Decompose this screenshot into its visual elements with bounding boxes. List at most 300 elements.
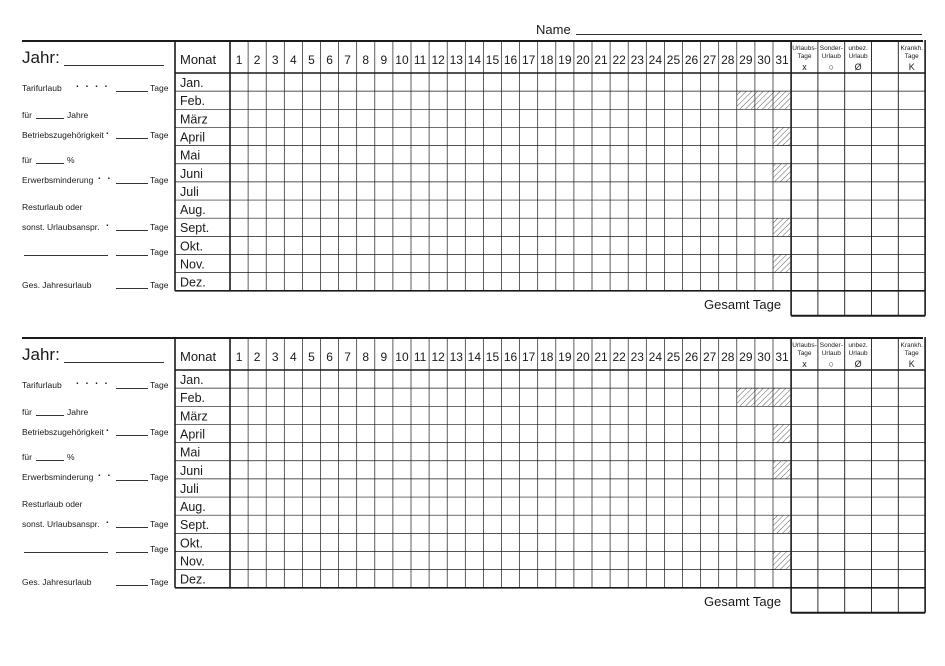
summary-cell[interactable] — [845, 73, 872, 91]
day-cell[interactable] — [755, 146, 773, 164]
day-cell[interactable] — [357, 109, 375, 127]
day-cell[interactable] — [248, 182, 266, 200]
summary-cell[interactable] — [898, 479, 925, 497]
day-cell[interactable] — [302, 182, 320, 200]
summary-cell[interactable] — [898, 182, 925, 200]
day-cell[interactable] — [520, 218, 538, 236]
summary-cell[interactable] — [818, 236, 845, 254]
day-cell[interactable] — [520, 146, 538, 164]
day-cell[interactable] — [393, 370, 411, 388]
day-cell[interactable] — [755, 570, 773, 588]
day-cell[interactable] — [447, 91, 465, 109]
day-cell[interactable] — [574, 236, 592, 254]
summary-cell[interactable] — [898, 109, 925, 127]
summary-cell[interactable] — [872, 443, 899, 461]
day-cell[interactable] — [773, 73, 791, 91]
day-cell[interactable] — [520, 406, 538, 424]
day-cell[interactable] — [230, 255, 248, 273]
day-cell[interactable] — [321, 497, 339, 515]
summary-cell[interactable] — [845, 388, 872, 406]
day-cell[interactable] — [266, 424, 284, 442]
summary-cell[interactable] — [791, 146, 818, 164]
day-cell[interactable] — [646, 570, 664, 588]
day-cell[interactable] — [411, 443, 429, 461]
day-cell[interactable] — [321, 200, 339, 218]
summary-cell[interactable] — [872, 236, 899, 254]
day-cell[interactable] — [321, 236, 339, 254]
day-cell[interactable] — [556, 570, 574, 588]
day-cell[interactable] — [284, 443, 302, 461]
day-cell[interactable] — [429, 497, 447, 515]
day-cell[interactable] — [701, 406, 719, 424]
day-cell[interactable] — [538, 146, 556, 164]
day-cell[interactable] — [411, 533, 429, 551]
day-cell[interactable] — [483, 497, 501, 515]
summary-cell[interactable] — [845, 91, 872, 109]
day-cell[interactable] — [646, 127, 664, 145]
day-cell[interactable] — [284, 236, 302, 254]
day-cell[interactable] — [302, 552, 320, 570]
day-cell[interactable] — [701, 461, 719, 479]
day-cell[interactable] — [339, 255, 357, 273]
day-cell[interactable] — [284, 182, 302, 200]
day-cell[interactable] — [266, 255, 284, 273]
day-cell[interactable] — [610, 200, 628, 218]
day-cell[interactable] — [664, 200, 682, 218]
day-cell[interactable] — [610, 164, 628, 182]
day-cell[interactable] — [375, 497, 393, 515]
day-cell[interactable] — [321, 73, 339, 91]
day-cell[interactable] — [664, 552, 682, 570]
day-cell[interactable] — [520, 570, 538, 588]
day-cell[interactable] — [465, 255, 483, 273]
day-cell[interactable] — [755, 424, 773, 442]
day-cell[interactable] — [646, 273, 664, 291]
day-cell[interactable] — [773, 479, 791, 497]
day-cell[interactable] — [646, 255, 664, 273]
day-cell[interactable] — [321, 461, 339, 479]
day-cell[interactable] — [284, 91, 302, 109]
day-cell[interactable] — [375, 164, 393, 182]
day-cell[interactable] — [447, 370, 465, 388]
day-cell[interactable] — [393, 218, 411, 236]
day-cell[interactable] — [411, 273, 429, 291]
day-cell[interactable] — [502, 552, 520, 570]
day-cell[interactable] — [773, 236, 791, 254]
day-cell[interactable] — [737, 479, 755, 497]
day-cell[interactable] — [520, 533, 538, 551]
day-cell[interactable] — [773, 443, 791, 461]
day-cell[interactable] — [520, 552, 538, 570]
day-cell[interactable] — [411, 182, 429, 200]
day-cell[interactable] — [719, 182, 737, 200]
day-cell[interactable] — [592, 479, 610, 497]
day-cell[interactable] — [610, 273, 628, 291]
day-cell[interactable] — [664, 91, 682, 109]
day-cell[interactable] — [538, 424, 556, 442]
day-cell[interactable] — [483, 127, 501, 145]
day-cell[interactable] — [266, 164, 284, 182]
day-cell[interactable] — [719, 370, 737, 388]
day-cell[interactable] — [339, 127, 357, 145]
day-cell[interactable] — [302, 370, 320, 388]
day-cell[interactable] — [520, 443, 538, 461]
summary-cell[interactable] — [791, 273, 818, 291]
day-cell[interactable] — [465, 515, 483, 533]
summary-cell[interactable] — [818, 273, 845, 291]
day-cell[interactable] — [755, 370, 773, 388]
day-cell[interactable] — [628, 552, 646, 570]
summary-cell[interactable] — [791, 127, 818, 145]
day-cell[interactable] — [683, 91, 701, 109]
day-cell[interactable] — [248, 424, 266, 442]
day-cell[interactable] — [447, 218, 465, 236]
day-cell[interactable] — [447, 164, 465, 182]
day-cell[interactable] — [266, 479, 284, 497]
day-cell[interactable] — [447, 497, 465, 515]
day-cell[interactable] — [465, 109, 483, 127]
day-cell[interactable] — [520, 200, 538, 218]
day-cell[interactable] — [755, 73, 773, 91]
day-cell[interactable] — [610, 461, 628, 479]
day-cell[interactable] — [266, 109, 284, 127]
day-cell[interactable] — [592, 406, 610, 424]
day-cell[interactable] — [701, 73, 719, 91]
day-cell[interactable] — [465, 406, 483, 424]
day-cell[interactable] — [683, 479, 701, 497]
day-cell[interactable] — [701, 236, 719, 254]
betriebszugehoerigkeit-field[interactable] — [116, 138, 148, 139]
day-cell[interactable] — [357, 164, 375, 182]
summary-cell[interactable] — [818, 406, 845, 424]
custom-entry-field[interactable] — [24, 552, 108, 553]
day-cell[interactable] — [592, 497, 610, 515]
day-cell[interactable] — [538, 479, 556, 497]
day-cell[interactable] — [502, 182, 520, 200]
summary-cell[interactable] — [818, 570, 845, 588]
summary-cell[interactable] — [818, 164, 845, 182]
day-cell[interactable] — [628, 127, 646, 145]
day-cell[interactable] — [755, 497, 773, 515]
day-cell[interactable] — [357, 443, 375, 461]
day-cell[interactable] — [483, 236, 501, 254]
day-cell[interactable] — [592, 515, 610, 533]
day-cell[interactable] — [266, 182, 284, 200]
day-cell[interactable] — [429, 164, 447, 182]
day-cell[interactable] — [538, 552, 556, 570]
day-cell[interactable] — [411, 388, 429, 406]
summary-cell[interactable] — [845, 273, 872, 291]
day-cell[interactable] — [701, 388, 719, 406]
day-cell[interactable] — [429, 570, 447, 588]
day-cell[interactable] — [393, 273, 411, 291]
summary-cell[interactable] — [845, 461, 872, 479]
day-cell[interactable] — [592, 91, 610, 109]
day-cell[interactable] — [556, 479, 574, 497]
summary-cell[interactable] — [791, 370, 818, 388]
day-cell[interactable] — [483, 570, 501, 588]
day-cell[interactable] — [447, 255, 465, 273]
day-cell[interactable] — [610, 370, 628, 388]
day-cell[interactable] — [483, 515, 501, 533]
day-cell[interactable] — [393, 182, 411, 200]
day-cell[interactable] — [556, 182, 574, 200]
day-cell[interactable] — [520, 164, 538, 182]
day-cell[interactable] — [737, 515, 755, 533]
day-cell[interactable] — [284, 552, 302, 570]
day-cell[interactable] — [284, 255, 302, 273]
day-cell[interactable] — [683, 570, 701, 588]
day-cell[interactable] — [664, 570, 682, 588]
day-cell[interactable] — [755, 236, 773, 254]
day-cell[interactable] — [610, 424, 628, 442]
day-cell[interactable] — [429, 182, 447, 200]
summary-cell[interactable] — [791, 109, 818, 127]
day-cell[interactable] — [538, 406, 556, 424]
day-cell[interactable] — [230, 570, 248, 588]
day-cell[interactable] — [683, 164, 701, 182]
day-cell[interactable] — [393, 424, 411, 442]
day-cell[interactable] — [393, 479, 411, 497]
day-cell[interactable] — [719, 164, 737, 182]
summary-cell[interactable] — [818, 479, 845, 497]
day-cell[interactable] — [339, 461, 357, 479]
day-cell[interactable] — [429, 91, 447, 109]
day-cell[interactable] — [411, 164, 429, 182]
day-cell[interactable] — [266, 370, 284, 388]
custom-entry-field[interactable] — [24, 255, 108, 256]
day-cell[interactable] — [755, 127, 773, 145]
day-cell[interactable] — [266, 497, 284, 515]
day-cell[interactable] — [755, 218, 773, 236]
day-cell[interactable] — [683, 127, 701, 145]
day-cell[interactable] — [393, 497, 411, 515]
day-cell[interactable] — [574, 73, 592, 91]
day-cell[interactable] — [628, 443, 646, 461]
summary-cell[interactable] — [872, 552, 899, 570]
day-cell[interactable] — [574, 164, 592, 182]
summary-cell[interactable] — [872, 533, 899, 551]
day-cell[interactable] — [773, 109, 791, 127]
day-cell[interactable] — [773, 497, 791, 515]
day-cell[interactable] — [483, 218, 501, 236]
day-cell[interactable] — [701, 552, 719, 570]
day-cell[interactable] — [574, 200, 592, 218]
day-cell[interactable] — [556, 515, 574, 533]
sonst-urlaubsanspr-field[interactable] — [116, 230, 148, 231]
day-cell[interactable] — [520, 73, 538, 91]
day-cell[interactable] — [701, 424, 719, 442]
day-cell[interactable] — [719, 146, 737, 164]
day-cell[interactable] — [302, 255, 320, 273]
day-cell[interactable] — [375, 424, 393, 442]
day-cell[interactable] — [357, 515, 375, 533]
day-cell[interactable] — [773, 182, 791, 200]
summary-cell[interactable] — [898, 218, 925, 236]
day-cell[interactable] — [447, 200, 465, 218]
summary-cell[interactable] — [791, 218, 818, 236]
day-cell[interactable] — [646, 146, 664, 164]
day-cell[interactable] — [429, 533, 447, 551]
day-cell[interactable] — [483, 182, 501, 200]
summary-cell[interactable] — [872, 461, 899, 479]
summary-cell[interactable] — [845, 200, 872, 218]
day-cell[interactable] — [520, 273, 538, 291]
day-cell[interactable] — [610, 73, 628, 91]
day-cell[interactable] — [556, 443, 574, 461]
day-cell[interactable] — [592, 370, 610, 388]
day-cell[interactable] — [628, 406, 646, 424]
day-cell[interactable] — [393, 73, 411, 91]
day-cell[interactable] — [737, 146, 755, 164]
day-cell[interactable] — [592, 127, 610, 145]
summary-cell[interactable] — [818, 552, 845, 570]
day-cell[interactable] — [628, 424, 646, 442]
day-cell[interactable] — [737, 570, 755, 588]
jahre-field[interactable] — [36, 415, 64, 416]
day-cell[interactable] — [465, 146, 483, 164]
day-cell[interactable] — [737, 200, 755, 218]
day-cell[interactable] — [719, 533, 737, 551]
summary-cell[interactable] — [845, 236, 872, 254]
day-cell[interactable] — [339, 552, 357, 570]
day-cell[interactable] — [230, 515, 248, 533]
summary-cell[interactable] — [872, 146, 899, 164]
day-cell[interactable] — [538, 236, 556, 254]
day-cell[interactable] — [339, 406, 357, 424]
summary-cell[interactable] — [898, 164, 925, 182]
day-cell[interactable] — [538, 109, 556, 127]
day-cell[interactable] — [447, 406, 465, 424]
summary-cell[interactable] — [872, 127, 899, 145]
summary-cell[interactable] — [791, 424, 818, 442]
day-cell[interactable] — [483, 200, 501, 218]
day-cell[interactable] — [429, 424, 447, 442]
day-cell[interactable] — [339, 146, 357, 164]
day-cell[interactable] — [592, 533, 610, 551]
day-cell[interactable] — [302, 406, 320, 424]
day-cell[interactable] — [556, 200, 574, 218]
summary-cell[interactable] — [898, 200, 925, 218]
day-cell[interactable] — [538, 218, 556, 236]
day-cell[interactable] — [683, 182, 701, 200]
day-cell[interactable] — [646, 406, 664, 424]
day-cell[interactable] — [610, 497, 628, 515]
summary-cell[interactable] — [845, 515, 872, 533]
day-cell[interactable] — [610, 552, 628, 570]
day-cell[interactable] — [502, 127, 520, 145]
day-cell[interactable] — [321, 218, 339, 236]
day-cell[interactable] — [592, 182, 610, 200]
day-cell[interactable] — [447, 479, 465, 497]
day-cell[interactable] — [592, 388, 610, 406]
day-cell[interactable] — [483, 533, 501, 551]
summary-cell[interactable] — [845, 146, 872, 164]
day-cell[interactable] — [339, 533, 357, 551]
day-cell[interactable] — [230, 182, 248, 200]
day-cell[interactable] — [302, 461, 320, 479]
day-cell[interactable] — [357, 200, 375, 218]
day-cell[interactable] — [230, 273, 248, 291]
day-cell[interactable] — [447, 515, 465, 533]
day-cell[interactable] — [266, 388, 284, 406]
day-cell[interactable] — [737, 461, 755, 479]
day-cell[interactable] — [719, 443, 737, 461]
day-cell[interactable] — [664, 479, 682, 497]
day-cell[interactable] — [230, 200, 248, 218]
day-cell[interactable] — [266, 218, 284, 236]
summary-cell[interactable] — [845, 164, 872, 182]
day-cell[interactable] — [248, 570, 266, 588]
day-cell[interactable] — [683, 388, 701, 406]
day-cell[interactable] — [574, 424, 592, 442]
day-cell[interactable] — [701, 443, 719, 461]
day-cell[interactable] — [755, 109, 773, 127]
day-cell[interactable] — [483, 91, 501, 109]
day-cell[interactable] — [755, 552, 773, 570]
day-cell[interactable] — [719, 273, 737, 291]
day-cell[interactable] — [574, 255, 592, 273]
summary-cell[interactable] — [818, 182, 845, 200]
day-cell[interactable] — [429, 73, 447, 91]
day-cell[interactable] — [755, 255, 773, 273]
day-cell[interactable] — [284, 497, 302, 515]
day-cell[interactable] — [465, 164, 483, 182]
day-cell[interactable] — [339, 236, 357, 254]
day-cell[interactable] — [556, 127, 574, 145]
day-cell[interactable] — [266, 127, 284, 145]
day-cell[interactable] — [683, 109, 701, 127]
day-cell[interactable] — [610, 570, 628, 588]
day-cell[interactable] — [701, 200, 719, 218]
day-cell[interactable] — [502, 479, 520, 497]
day-cell[interactable] — [502, 164, 520, 182]
day-cell[interactable] — [266, 443, 284, 461]
day-cell[interactable] — [465, 533, 483, 551]
day-cell[interactable] — [574, 406, 592, 424]
day-cell[interactable] — [556, 388, 574, 406]
day-cell[interactable] — [502, 255, 520, 273]
day-cell[interactable] — [610, 146, 628, 164]
day-cell[interactable] — [664, 182, 682, 200]
day-cell[interactable] — [284, 479, 302, 497]
day-cell[interactable] — [556, 370, 574, 388]
day-cell[interactable] — [429, 443, 447, 461]
day-cell[interactable] — [266, 273, 284, 291]
day-cell[interactable] — [628, 109, 646, 127]
day-cell[interactable] — [646, 461, 664, 479]
day-cell[interactable] — [502, 497, 520, 515]
day-cell[interactable] — [411, 146, 429, 164]
day-cell[interactable] — [230, 533, 248, 551]
day-cell[interactable] — [284, 73, 302, 91]
summary-cell[interactable] — [845, 552, 872, 570]
summary-cell[interactable] — [898, 461, 925, 479]
day-cell[interactable] — [646, 388, 664, 406]
day-cell[interactable] — [628, 497, 646, 515]
day-cell[interactable] — [393, 461, 411, 479]
day-cell[interactable] — [321, 515, 339, 533]
day-cell[interactable] — [465, 552, 483, 570]
day-cell[interactable] — [737, 109, 755, 127]
day-cell[interactable] — [465, 218, 483, 236]
day-cell[interactable] — [483, 406, 501, 424]
day-cell[interactable] — [664, 146, 682, 164]
day-cell[interactable] — [375, 109, 393, 127]
summary-cell[interactable] — [845, 570, 872, 588]
day-cell[interactable] — [520, 497, 538, 515]
day-cell[interactable] — [266, 533, 284, 551]
